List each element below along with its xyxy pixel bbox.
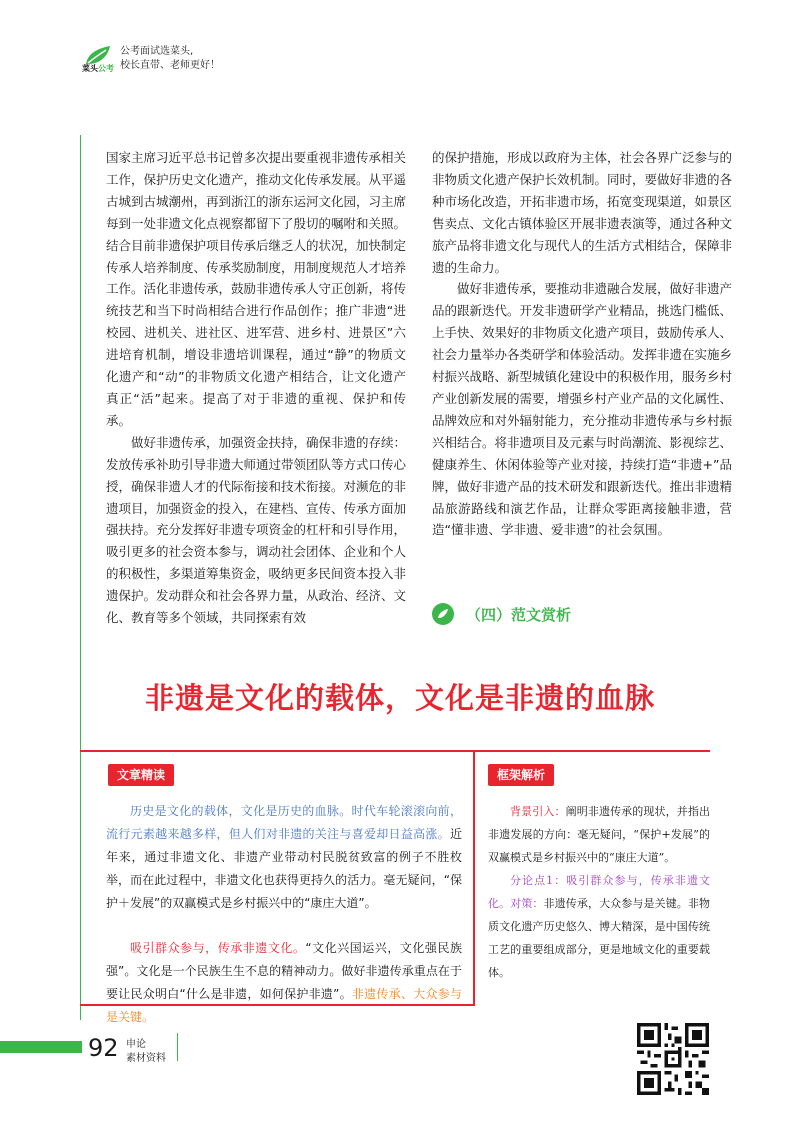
reading-paragraph-1 <box>106 800 462 915</box>
brand-name <box>82 63 114 74</box>
reading-point-body: “文化兴国运兴，文化强民族强”。文化是一个民族生生不息的精神动力。做好非遗传承重点在于要让民众明白“什么是非遗，如何保护非遗”。 <box>106 941 462 1001</box>
reading-intro-blue: 历史是文化的载体，文化是历史的血脉。时代车轮滚滚向前，流行元素越来越多样，但人们对非遗的关注与喜爱却日益高涨。 <box>106 804 462 841</box>
footer-line-2: 素材资料 <box>126 1053 166 1064</box>
qr-code-icon <box>637 1023 709 1095</box>
brand-left: 菜头 <box>82 64 98 73</box>
left-margin-rule <box>80 135 81 1020</box>
section-heading <box>432 602 571 626</box>
framework-paragraph-2 <box>488 869 710 984</box>
reading-point-orange: 非遗传承、大众参与是关键。 <box>106 987 462 1024</box>
article-reading-box <box>106 800 462 1029</box>
left-paragraph-2: 做好非遗传承，加强资金扶持，确保非遗的存续：发放传承补助引导非遗大师通过带领团队等方式口传心授，确保非遗人才的代际衔接和技术衔接。对濒危的非遗项目，加强资金的投入，在建档、宣传、传承方面加强扶持。充分发挥好非遗专项资金的杠杆和引导作用，吸引更多的社会资本参与，调动社会团体、企业和个人的积极性，多渠道筹集资金，吸纳更多民间资本投入非遗保护。发动群众和社会各界力量，从政治、经济、文化、教育等多个领域，共同探索有效 <box>106 434 407 626</box>
framework-strategy-label: 对策： <box>510 897 544 910</box>
header-slogan <box>120 45 220 73</box>
table-center-rule <box>473 750 475 1005</box>
reading-intro-body: 近年来，通过非遗文化、非遗产业带动村民脱贫致富的例子不胜枚举，而在此过程中，非遗文化也获得更持久的活力。毫无疑问，“保护＋发展”的双赢模式是乡村振兴中的“康庄大道”。 <box>106 827 462 910</box>
article-title: 非遗是文化的载体，文化是非遗的血脉 <box>144 681 655 715</box>
leaf-icon <box>432 603 454 625</box>
framework-background-body: 阐明非遗传承的现状，并指出非遗发展的方向：毫无疑问，“保护+发展”的双赢模式是乡村振兴中的“康庄大道”。 <box>488 805 711 864</box>
slogan-line-2: 校长直带、老师更好！ <box>120 60 220 71</box>
brand-right: 公考 <box>98 64 114 73</box>
left-paragraph-1: 国家主席习近平总书记曾多次提出要重视非遗传承相关工作，保护历史文化遗产，推动文化传承发展。从平遥古城到古城潮州，再到浙江的浙东运河文化园，习主席每到一处非遗文化点视察都留下了殷切的嘱咐和关照。结合目前非遗保护项目传承后继乏人的状况，加快制定传承人培养制度、传承奖励制度，用制度规范人才培养工作。活化非遗传承，鼓励非遗传承人守正创新，将传统技艺和当下时尚相结合进行作品创作；推广非遗“进校园、进机关、进社区、进军营、进乡村、进景区”六进培育机制，增设非遗培训课程，通过“静”的物质文化遗产和“动”的非物质文化遗产相结合，让文化遗产真正“活”起来。提高了对于非遗的重视、保护和传承。 <box>106 150 407 428</box>
right-paragraph-2: 做好非遗传承，要推动非遗融合发展，做好非遗产品的跟新迭代。开发非遗研学产业精品，挑选门槛低、上手快、效果好的非物质文化遗产项目，鼓励传承人、社会力量举办各类研学和体验活动。发挥非遗在实施乡村振兴战略、新型城镇化建设中的积极作用，服务乡村产业创新发展的需要，增强乡村产业产品的文化属性、品牌效应和对外辐射能力，充分推动非遗传承与乡村振兴相结合。将非遗项目及元素与时尚潮流、影视综艺、健康养生、休闲体验等产业对接，持续打造“非遗+”品牌，做好非遗产品的技术研发和跟新迭代。推出非遗精品旅游路线和演艺作品，让群众零距离接触非遗，营造“懂非遗、学非遗、爱非遗”的社会氛围。 <box>432 281 733 538</box>
slogan-line-1: 公考面试选菜头, <box>120 46 194 57</box>
footer-line-1: 申论 <box>126 1039 146 1050</box>
framework-point-body: 非遗传承，大众参与是关键。非物质文化遗产历史悠久、博大精深，是中国传统工艺的重要组成部分，更是地域文化的重要载体。 <box>488 897 711 979</box>
right-paragraph-1: 的保护措施，形成以政府为主体，社会各界广泛参与的非物质文化遗产保护长效机制。同时，要做好非遗的各种市场化改造，开拓非遗市场，拓宽变现渠道，如景区售卖点、文化古镇体验区开展非遗表演等，通过各种文旅产品将非遗文化与现代人的生活方式相结合，保障非遗的生命力。 <box>432 150 733 275</box>
page-number: 92 <box>88 1034 119 1062</box>
reading-paragraph-2 <box>106 937 462 1029</box>
footer-divider <box>177 1033 178 1061</box>
framework-analysis-box <box>488 800 710 984</box>
reading-tag: 文章精读 <box>108 764 174 786</box>
left-column <box>106 147 406 629</box>
framework-background-label: 背景引入： <box>510 805 566 818</box>
section-title: （四）范文赏析 <box>466 605 572 624</box>
table-top-rule <box>80 750 710 752</box>
framework-point-label: 分论点1：吸引群众参与，传承非遗文化。 <box>488 874 710 910</box>
right-column <box>432 147 732 541</box>
footer-green-bar <box>0 1041 82 1053</box>
reading-point-red: 吸引群众参与，传承非遗文化。 <box>130 941 306 955</box>
framework-tag: 框架解析 <box>488 764 554 786</box>
framework-paragraph-1 <box>488 800 710 869</box>
